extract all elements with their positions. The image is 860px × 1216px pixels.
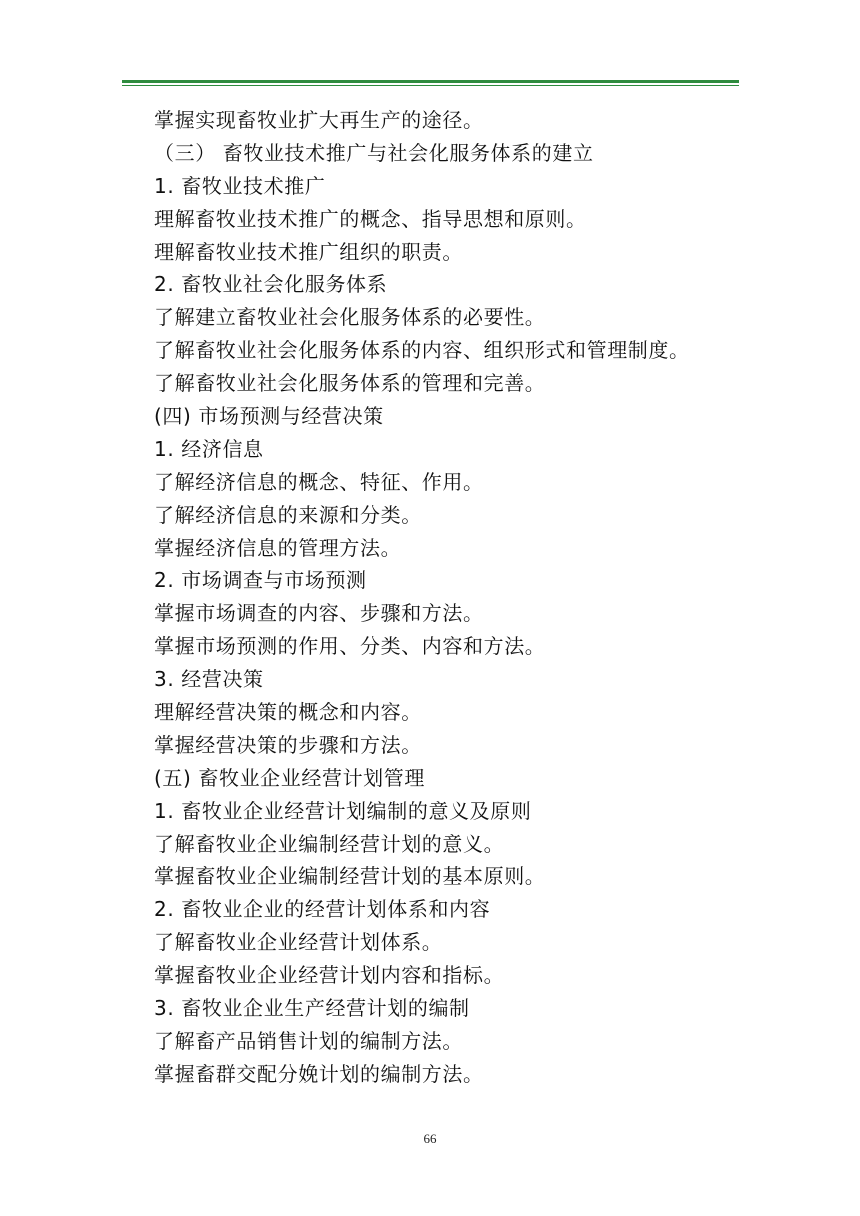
text-line: 理解经营决策的概念和内容。 bbox=[154, 700, 422, 725]
text-line: 掌握实现畜牧业扩大再生产的途径。 bbox=[154, 108, 484, 132]
section-heading: (四) 市场预测与经营决策 bbox=[154, 404, 384, 429]
subsection-heading: 1. 畜牧业企业经营计划编制的意义及原则 bbox=[154, 798, 532, 823]
page-number: 66 bbox=[423, 1131, 437, 1146]
text-line: 了解畜牧业企业经营计划体系。 bbox=[154, 930, 443, 955]
text-line: 了解畜牧业企业编制经营计划的意义。 bbox=[154, 831, 505, 856]
subsection-heading: 3. 经营决策 bbox=[154, 667, 264, 692]
document-body bbox=[154, 104, 754, 1091]
text-line: 了解畜产品销售计划的编制方法。 bbox=[154, 1028, 463, 1053]
text-line: 理解畜牧业技术推广组织的职责。 bbox=[154, 239, 463, 264]
text-line: 了解经济信息的概念、特征、作用。 bbox=[154, 469, 484, 494]
subsection-heading: 3. 畜牧业企业生产经营计划的编制 bbox=[154, 996, 470, 1021]
text-line: 掌握畜牧业企业经营计划内容和指标。 bbox=[154, 963, 505, 988]
header-rule bbox=[122, 80, 739, 87]
subsection-heading: 1. 经济信息 bbox=[154, 436, 264, 461]
section-heading: （三） 畜牧业技术推广与社会化服务体系的建立 bbox=[154, 140, 594, 165]
subsection-heading: 2. 畜牧业社会化服务体系 bbox=[154, 272, 388, 297]
subsection-heading: 2. 市场调查与市场预测 bbox=[154, 568, 367, 593]
header-rule-thin-line bbox=[122, 85, 739, 86]
text-line: 掌握经济信息的管理方法。 bbox=[154, 535, 402, 560]
text-line: 了解经济信息的来源和分类。 bbox=[154, 502, 422, 527]
subsection-heading: 1. 畜牧业技术推广 bbox=[154, 173, 326, 198]
text-line: 理解畜牧业技术推广的概念、指导思想和原则。 bbox=[154, 206, 587, 231]
text-line: 掌握畜群交配分娩计划的编制方法。 bbox=[154, 1061, 484, 1086]
section-heading: (五) 畜牧业企业经营计划管理 bbox=[154, 765, 425, 790]
text-line: 掌握经营决策的步骤和方法。 bbox=[154, 732, 422, 757]
text-line: 了解建立畜牧业社会化服务体系的必要性。 bbox=[154, 305, 546, 330]
subsection-heading: 2. 畜牧业企业的经营计划体系和内容 bbox=[154, 897, 491, 922]
header-rule-thick-line bbox=[122, 80, 739, 83]
text-line: 掌握市场预测的作用、分类、内容和方法。 bbox=[154, 634, 546, 659]
text-line: 了解畜牧业社会化服务体系的管理和完善。 bbox=[154, 371, 546, 396]
text-line: 掌握畜牧业企业编制经营计划的基本原则。 bbox=[154, 864, 546, 889]
text-line: 了解畜牧业社会化服务体系的内容、组织形式和管理制度。 bbox=[154, 338, 690, 363]
text-line: 掌握市场调查的内容、步骤和方法。 bbox=[154, 601, 484, 626]
